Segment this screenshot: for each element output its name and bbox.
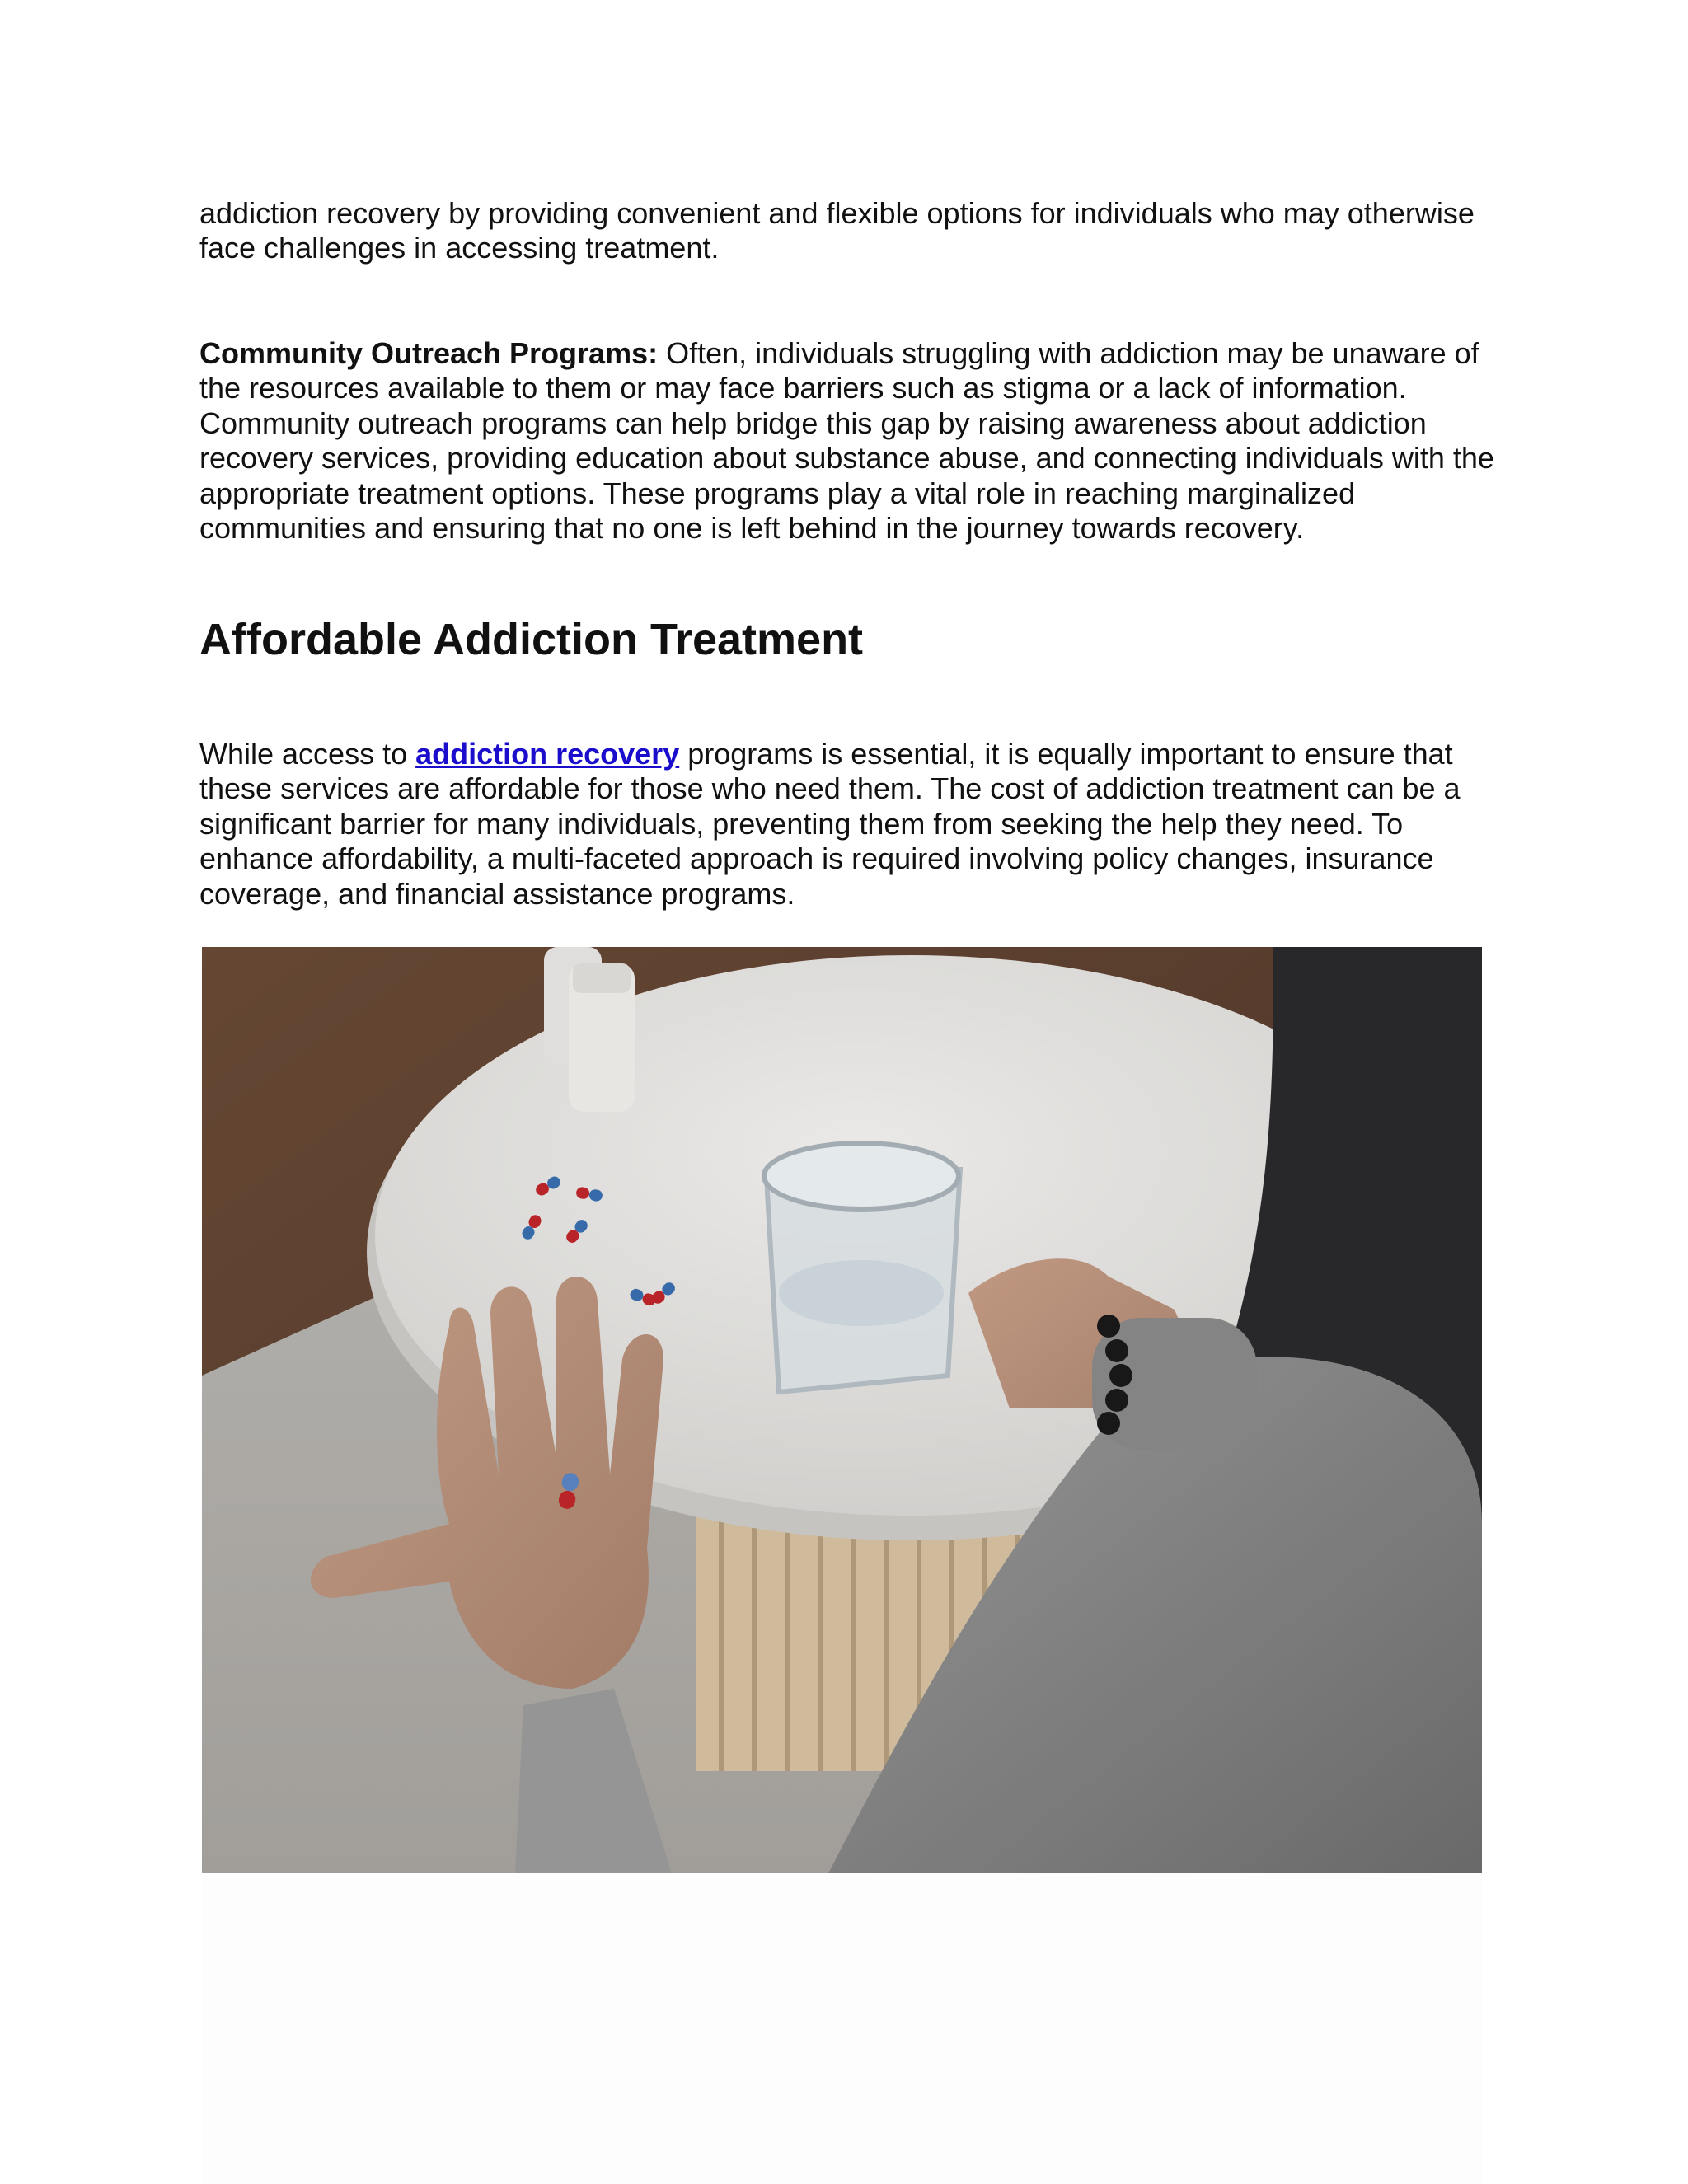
affordable-paragraph — [199, 737, 1502, 912]
article-photo — [202, 947, 1482, 1873]
affordable-text-after-link: programs is essential, it is equally important to ensure that these services are affordable for those who need them. The cost of addiction treatment can be a significant barrier for many individuals, preventing them from seeking the help they need. To enhance affordability, a multi-faceted approach is required involving policy changes, insurance coverage, and financial assistance programs. — [199, 737, 1461, 911]
image-bottom-area — [202, 1873, 1482, 2184]
continued-paragraph: addiction recovery by providing convenient and flexible options for individuals who may otherwise face challenges in accessing treatment. — [199, 196, 1475, 265]
community-outreach-paragraph — [199, 336, 1502, 546]
affordable-text-before-link: While access to — [199, 737, 416, 771]
addiction-recovery-link[interactable]: addiction recovery — [415, 737, 680, 771]
community-outreach-lead: Community Outreach Programs: — [199, 336, 659, 370]
photo-illustration — [202, 947, 1482, 1873]
community-outreach-body: Often, individuals struggling with addiction may be unaware of the resources available to them or may face barriers such as stigma or a lack of information. Community outreach programs can help bridge this gap by raising awareness about addiction recovery services, providing education about substance abuse, and connecting individuals with the appropriate treatment options. These programs play a vital role in reaching marginalized communities and ensuring that no one is left behind in the journey towards recovery. — [199, 336, 1494, 546]
section-heading: Affordable Addiction Treatment — [199, 615, 864, 664]
